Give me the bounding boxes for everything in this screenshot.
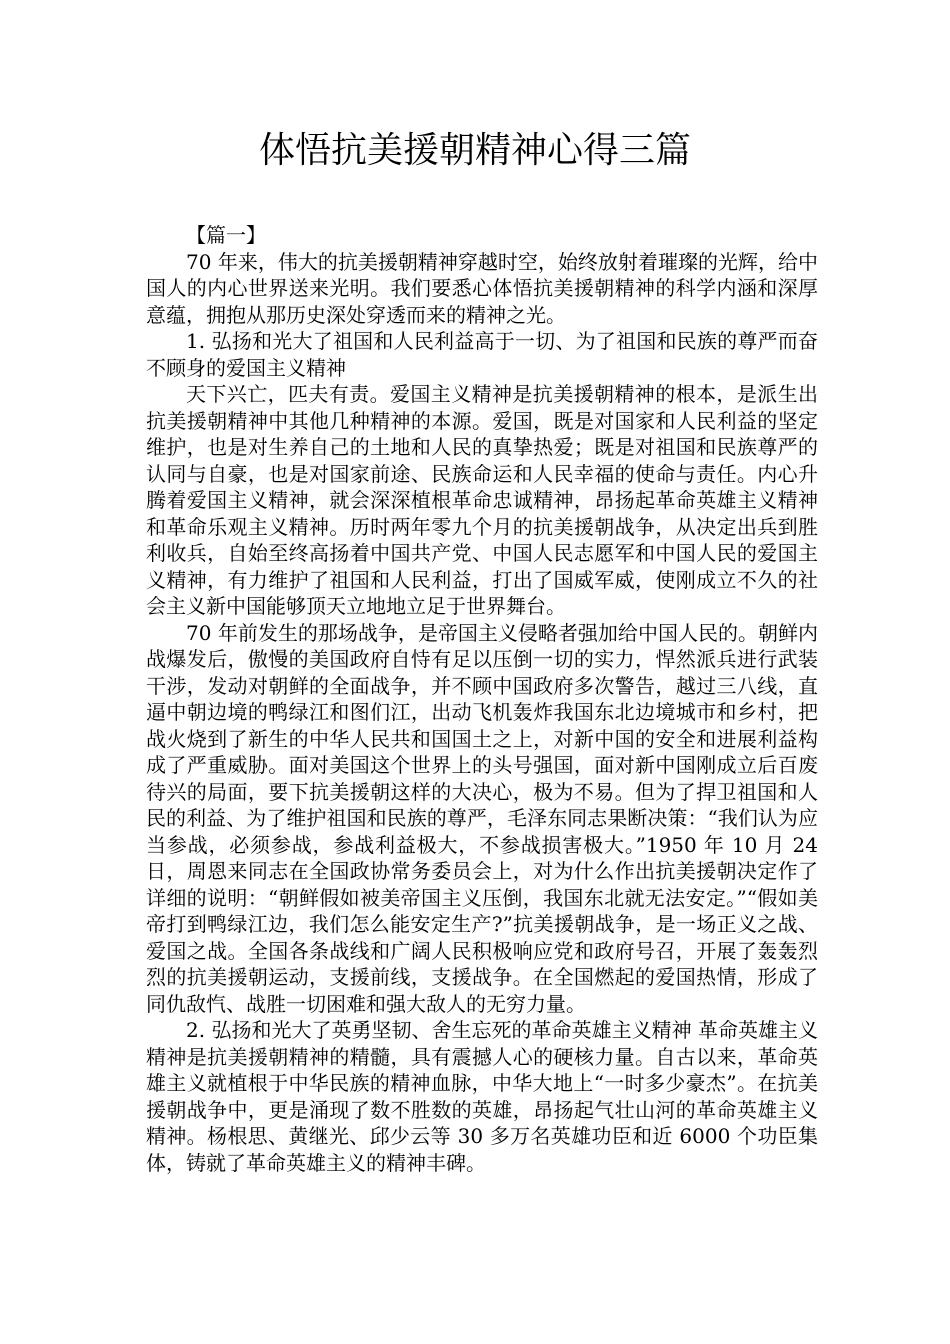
document-body	[146, 222, 818, 1176]
section-label: 【篇一】	[186, 223, 266, 247]
paragraph-intro: 70 年来，伟大的抗美援朝精神穿越时空，始终放射着璀璨的光辉，给中国人的内心世界送来光明。我们要悉心体悟抗美援朝精神的科学内涵和深厚意蕴，拥抱从那历史深处穿透而来的精神之光。	[146, 249, 818, 327]
paragraph-patriotism: 天下兴亡，匹夫有责。爱国主义精神是抗美援朝精神的根本，是派生出抗美援朝精神中其他几种精神的本源。爱国，既是对国家和人民利益的坚定维护，也是对生养自己的土地和人民的真挚热爱；既是对祖国和民族尊严的认同与自豪，也是对国家前途、民族命运和人民幸福的使命与责任。内心升腾着爱国主义精神，就会深深植根革命忠诚精神，昂扬起革命英雄主义精神和革命乐观主义精神。历时两年零九个月的抗美援朝战争，从决定出兵到胜利收兵，自始至终高扬着中国共产党、中国人民志愿军和中国人民的爱国主义精神，有力维护了祖国和人民利益，打出了国威军威，使刚成立不久的社会主义新中国能够顶天立地地立足于世界舞台。	[146, 382, 818, 618]
paragraph-heading-1: 1. 弘扬和光大了祖国和人民利益高于一切、为了祖国和民族的尊严而奋不顾身的爱国主义精神	[146, 329, 818, 380]
paragraph-heading-2-heroism: 2. 弘扬和光大了英勇坚韧、舍生忘死的革命英雄主义精神 革命英雄主义精神是抗美援朝精神的精髓，具有震撼人心的硬核力量。自古以来，革命英雄主义就植根于中华民族的精神血脉，中华大地上“一时多少豪杰”。在抗美援朝战争中，更是涌现了数不胜数的英雄，昂扬起气壮山河的革命英雄主义精神。杨根思、黄继光、邱少云等 30 多万名英雄功臣和近 6000 个功臣集体，铸就了革命英雄主义的精神丰碑。	[146, 1018, 818, 1175]
document-title: 体悟抗美援朝精神心得三篇	[258, 130, 691, 171]
paragraph-war-background: 70 年前发生的那场战争，是帝国主义侵略者强加给中国人民的。朝鲜内战爆发后，傲慢的美国政府自恃有足以压倒一切的实力，悍然派兵进行武装干涉，发动对朝鲜的全面战争，并不顾中国政府多次警告，越过三八线，直逼中朝边境的鸭绿江和图们江，出动飞机轰炸我国东北边境城市和乡村，把战火烧到了新生的中华人民共和国国土之上，对新中国的安全和进展利益构成了严重威胁。面对美国这个世界上的头号强国，面对新中国刚成立后百废待兴的局面，要下抗美援朝这样的大决心，极为不易。但为了捍卫祖国和人民的利益、为了维护祖国和民族的尊严，毛泽东同志果断决策：“我们认为应当参战，必须参战，参战利益极大，不参战损害极大。”1950 年 10 月 24 日，周恩来同志在全国政协常务委员会上，对为什么作出抗美援朝决定作了详细的说明：“朝鲜假如被美帝国主义压倒，我国东北就无法安定。”“假如美帝打到鸭绿江边，我们怎么能安定生产?”抗美援朝战争，是一场正义之战、爱国之战。全国各条战线和广阔人民积极响应党和政府号召，开展了轰轰烈烈的抗美援朝运动，支援前线，支援战争。在全国燃起的爱国热情，形成了同仇敌忾、战胜一切困难和强大敌人的无穷力量。	[146, 620, 818, 1016]
